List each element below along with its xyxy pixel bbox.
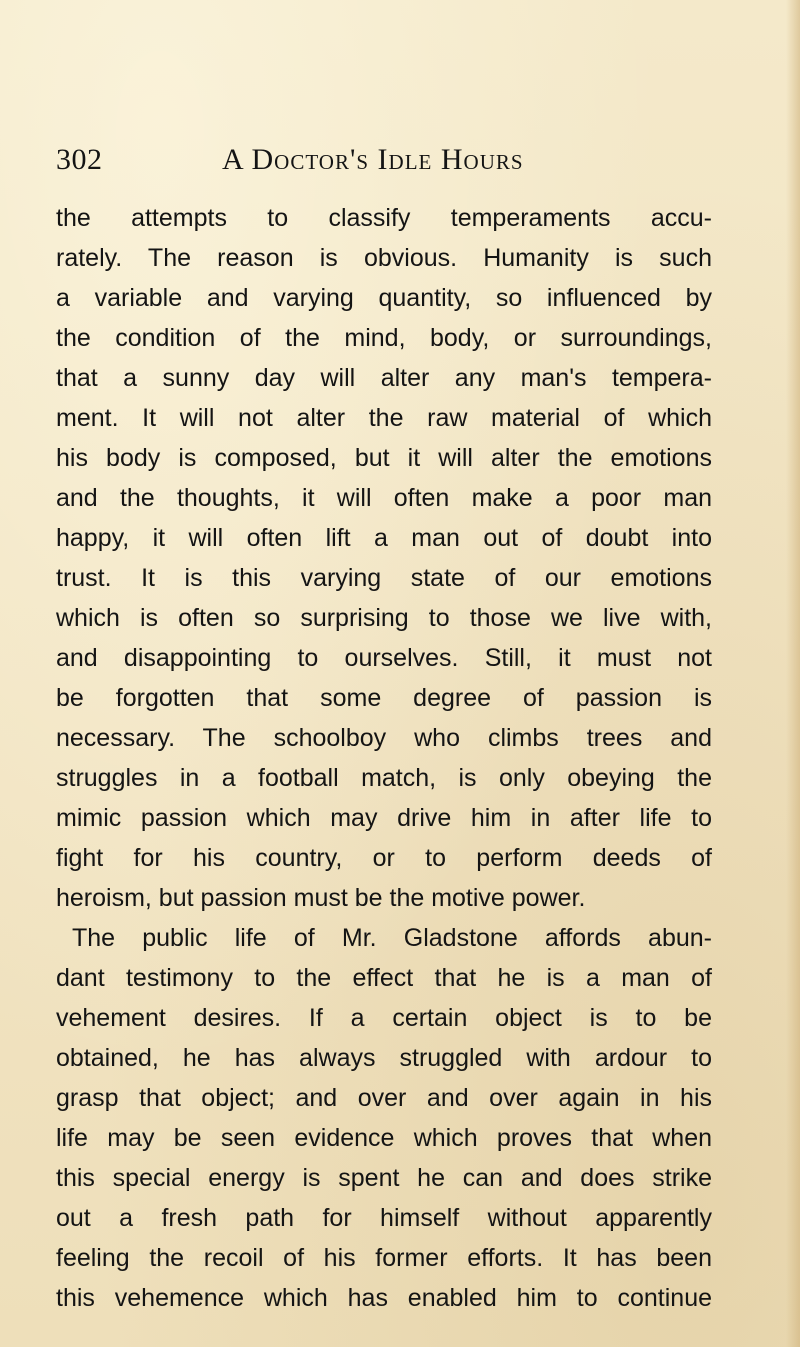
text-line: vehement desires. If a certain object is to be bbox=[56, 1004, 712, 1032]
page-header bbox=[56, 143, 756, 177]
text-line: feeling the recoil of his former efforts. It has been bbox=[56, 1244, 712, 1272]
text-line: obtained, he has always struggled with ardour to bbox=[56, 1044, 712, 1072]
text-line: ment. It will not alter the raw material of which bbox=[56, 404, 712, 432]
text-line: necessary. The schoolboy who climbs trees and bbox=[56, 724, 712, 752]
text-line: this vehemence which has enabled him to continue bbox=[56, 1284, 712, 1312]
text-line: that a sunny day will alter any man's tempera- bbox=[56, 364, 712, 392]
text-line: out a fresh path for himself without apparently bbox=[56, 1204, 712, 1232]
text-line: struggles in a football match, is only obeying the bbox=[56, 764, 712, 792]
text-line: a variable and varying quantity, so influenced by bbox=[56, 284, 712, 312]
text-line: the condition of the mind, body, or surroundings, bbox=[56, 324, 712, 352]
body-text bbox=[56, 198, 712, 1318]
text-line: life may be seen evidence which proves that when bbox=[56, 1124, 712, 1152]
text-line: be forgotten that some degree of passion is bbox=[56, 684, 712, 712]
text-line: rately. The reason is obvious. Humanity is such bbox=[56, 244, 712, 272]
running-title: A Doctor's Idle Hours bbox=[222, 143, 524, 176]
text-line: his body is composed, but it will alter the emotions bbox=[56, 444, 712, 472]
text-line: which is often so surprising to those we live with, bbox=[56, 604, 712, 632]
text-line: and the thoughts, it will often make a poor man bbox=[56, 484, 712, 512]
text-line: dant testimony to the effect that he is a man of bbox=[56, 964, 712, 992]
text-line: this special energy is spent he can and does strike bbox=[56, 1164, 712, 1192]
text-line: the attempts to classify temperaments accu- bbox=[56, 204, 712, 232]
text-line: and disappointing to ourselves. Still, it must not bbox=[56, 644, 712, 672]
text-line: fight for his country, or to perform deeds of bbox=[56, 844, 712, 872]
text-line: trust. It is this varying state of our emotions bbox=[56, 564, 712, 592]
text-line: The public life of Mr. Gladstone affords abun- bbox=[72, 924, 712, 952]
text-line: grasp that object; and over and over again in his bbox=[56, 1084, 712, 1112]
text-line: mimic passion which may drive him in after life to bbox=[56, 804, 712, 832]
page-number: 302 bbox=[56, 143, 103, 176]
page-edge-shadow bbox=[786, 0, 800, 1347]
text-line: heroism, but passion must be the motive power. bbox=[56, 884, 586, 912]
text-line: happy, it will often lift a man out of doubt into bbox=[56, 524, 712, 552]
